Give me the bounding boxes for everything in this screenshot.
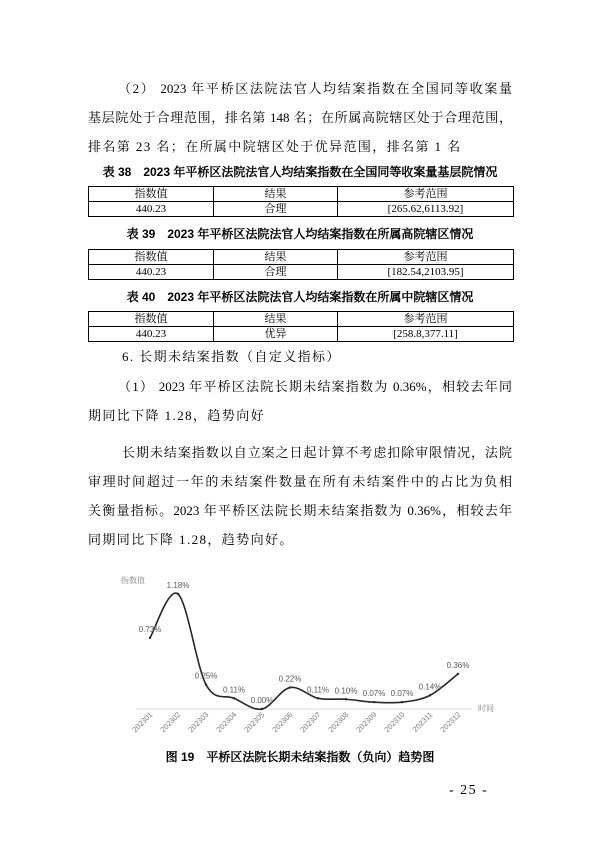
table-header-cell: 指数值 (89, 312, 214, 327)
table-caption: 表 39 2023 年平桥区法院法官人均结案指数在所属高院辖区情况 (126, 227, 474, 241)
table-row (89, 327, 514, 342)
data-point (261, 708, 263, 710)
data-label: 0.11% (222, 685, 246, 695)
chart-marks (130, 581, 472, 734)
page-number: - 25 - (449, 783, 489, 798)
body-text-line: （2） 2023 年平桥区法院法官人均结案指数在全国同等收案量 (118, 81, 512, 96)
table-header-cell: 结果 (214, 187, 338, 202)
table-header-cell: 指数值 (89, 187, 214, 202)
table-cell: [265.62,6113.92] (338, 202, 514, 217)
x-axis-title: 时间 (478, 704, 494, 713)
table-row (89, 265, 514, 280)
data-label: 0.14% (418, 682, 442, 692)
table-cell: 440.23 (89, 327, 214, 342)
sub-heading-line: 期同比下降 1.28，趋势向好 (88, 408, 266, 423)
data-point (401, 701, 403, 703)
table-cell: 合理 (214, 202, 338, 217)
data-label: 0.00% (250, 696, 274, 705)
data-label: 0.10% (334, 686, 358, 696)
body-text-line: 基层院处于合理范围，排名第 148 名；在所属高院辖区处于合理范围， (88, 110, 512, 125)
table-cell: 440.23 (89, 265, 214, 280)
body-text-line: 排名第 23 名；在所属中院辖区处于优异范围，排名第 1 名 (88, 139, 462, 154)
paragraph-line: 长期未结案指数以自立案之日起计算不考虑扣除审限情况，法院 (122, 445, 512, 460)
data-label: 0.07% (390, 689, 414, 699)
index-table-national (88, 186, 514, 217)
table-header-cell: 参考范围 (338, 312, 514, 327)
x-tick-label: 202306 (270, 710, 295, 735)
table-caption: 表 38 2023 年平桥区法院法官人均结案指数在全国同等收案量基层院情况 (102, 165, 498, 179)
table-header-cell: 参考范围 (338, 187, 514, 202)
y-axis-title: 指数值 (121, 576, 145, 585)
paragraph-line: 同期同比下降 1.28，趋势向好。 (88, 532, 294, 547)
paragraph-line: 关衡量指标。2023 年平桥区法院长期未结案指数为 0.36%，相较去年 (88, 503, 512, 518)
data-label: 0.07% (362, 689, 386, 699)
table-header-cell: 指数值 (89, 250, 214, 265)
paragraph-line: 审理时间超过一年的未结案件数量在所有未结案件中的占比为负相 (88, 474, 512, 489)
data-point (233, 697, 235, 699)
index-table-high-court (88, 249, 514, 280)
table-cell: 优异 (214, 327, 338, 342)
data-point (345, 698, 347, 700)
table-cell: 440.23 (89, 202, 214, 217)
x-tick-label: 202305 (242, 710, 267, 735)
x-tick-label: 202302 (158, 710, 183, 735)
x-tick-label: 202308 (326, 710, 351, 735)
table-cell: [182.54,2103.95] (338, 265, 514, 280)
data-label: 0.36% (446, 660, 470, 670)
table-cell: [258.8,377.11] (338, 327, 514, 342)
long-pending-trend-chart (110, 568, 500, 748)
x-tick-label: 202311 (410, 710, 435, 734)
table-header-row (89, 250, 514, 265)
x-tick-label: 202304 (214, 710, 239, 735)
x-tick-label: 202301 (130, 710, 155, 735)
data-label: 0.22% (278, 674, 302, 684)
data-point (289, 686, 291, 688)
table-header-row (89, 312, 514, 327)
data-point (205, 683, 207, 685)
figure-caption: 图 19 平桥区法院长期未结案指数（负向）趋势图 (165, 750, 435, 764)
data-label: 1.18% (166, 580, 190, 590)
data-point (177, 593, 179, 595)
data-label: 0.11% (306, 685, 330, 695)
x-tick-label: 202303 (186, 710, 211, 735)
x-tick-label: 202310 (382, 710, 407, 735)
data-point (373, 701, 375, 703)
data-point (457, 673, 459, 675)
table-header-cell: 结果 (214, 312, 338, 327)
data-point (317, 697, 319, 699)
data-label: 0.73% (138, 624, 162, 634)
data-point (149, 637, 151, 639)
table-caption: 表 40 2023 年平桥区法院法官人均结案指数在所属中院辖区情况 (126, 290, 474, 304)
table-header-cell: 参考范围 (338, 250, 514, 265)
section-heading: 6. 长期未结案指数（自定义指标） (122, 349, 341, 364)
table-header-row (89, 187, 514, 202)
sub-heading-line: （1） 2023 年平桥区法院长期未结案指数为 0.36%，相较去年同 (118, 379, 512, 394)
table-header-cell: 结果 (214, 250, 338, 265)
data-point (429, 694, 431, 696)
x-tick-label: 202307 (298, 710, 323, 735)
index-table-intermediate-court (88, 311, 514, 342)
data-label: 0.25% (194, 671, 218, 681)
x-tick-label: 202312 (438, 710, 463, 735)
x-tick-label: 202309 (354, 710, 379, 735)
table-cell: 合理 (214, 265, 338, 280)
table-row (89, 202, 514, 217)
